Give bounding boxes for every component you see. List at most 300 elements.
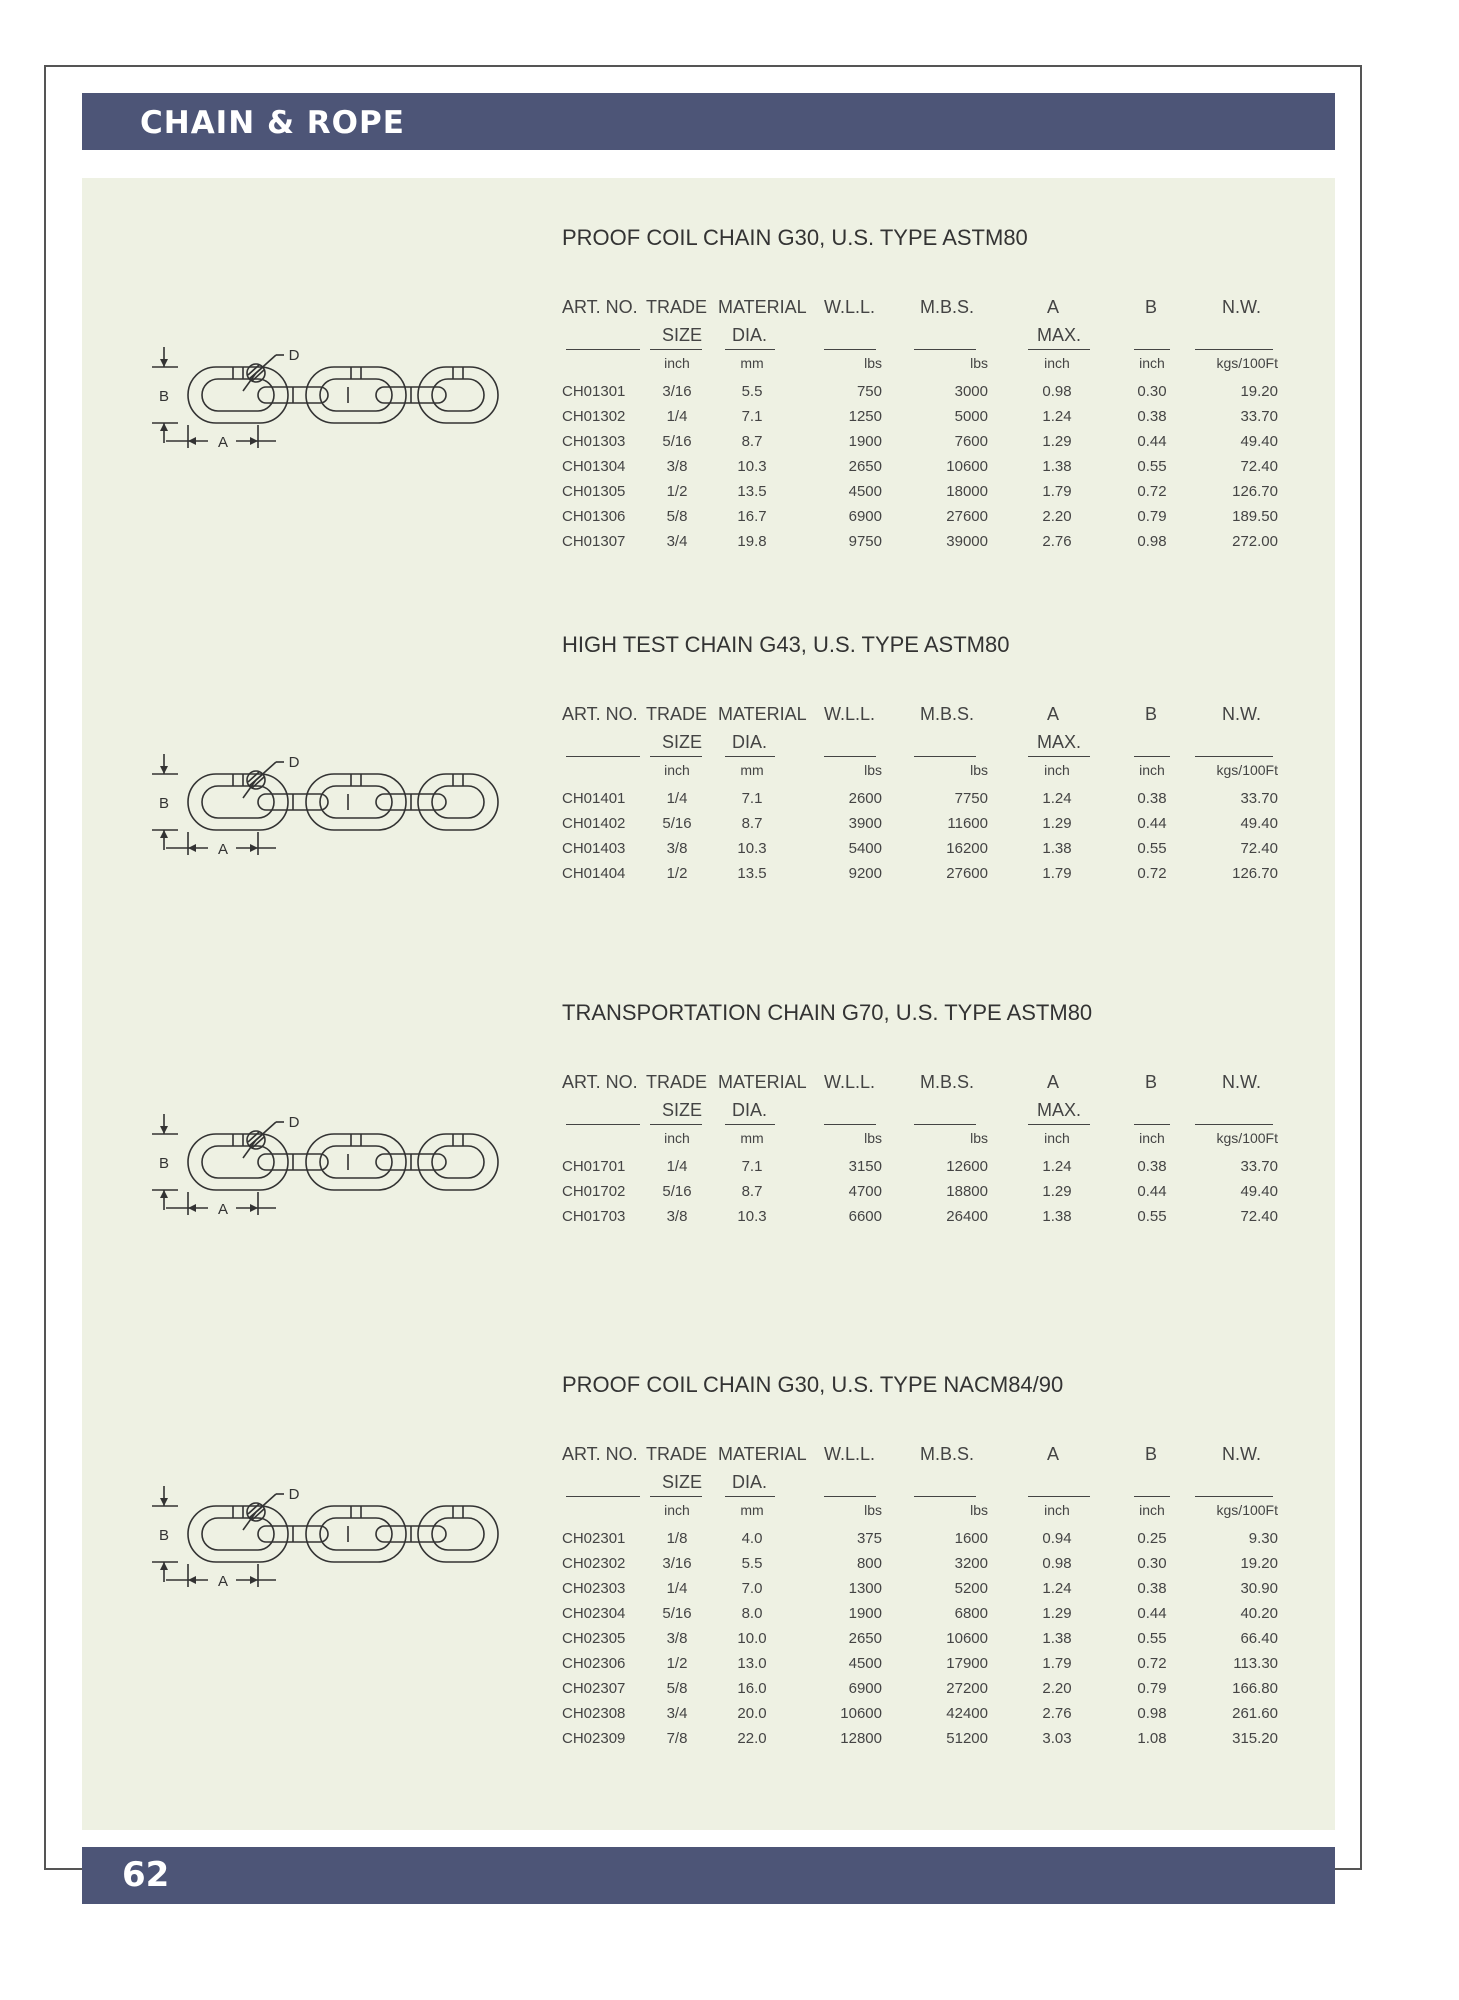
table-cell: 3/4 bbox=[666, 1705, 688, 1722]
table-cell: 5400 bbox=[848, 840, 882, 857]
table-cell: 19.20 bbox=[1240, 1555, 1278, 1572]
unit-cell: inch bbox=[664, 1502, 690, 1518]
diagram-label-a: A bbox=[217, 434, 229, 451]
table-subheader-cell: MAX. bbox=[1037, 732, 1082, 752]
header-underline bbox=[1134, 349, 1170, 350]
table-cell: 9.30 bbox=[1248, 1530, 1278, 1547]
table-cell: 375 bbox=[856, 1530, 882, 1547]
header-underline bbox=[566, 1496, 640, 1497]
table-cell: 0.44 bbox=[1137, 433, 1167, 450]
table-cell: 49.40 bbox=[1240, 433, 1278, 450]
diagram-label-d: D bbox=[288, 754, 300, 771]
table-cell: 7/8 bbox=[666, 1730, 688, 1747]
article-number: CH01303 bbox=[562, 433, 626, 450]
unit-cell: inch bbox=[1044, 1130, 1070, 1146]
table-cell: 0.72 bbox=[1137, 1655, 1167, 1672]
table-cell: 1.38 bbox=[1042, 840, 1072, 857]
table-cell: 1.79 bbox=[1042, 483, 1072, 500]
unit-cell: kgs/100Ft bbox=[1216, 762, 1278, 778]
table-cell: 3900 bbox=[848, 815, 882, 832]
unit-cell: kgs/100Ft bbox=[1216, 1130, 1278, 1146]
table-cell: 5/8 bbox=[666, 508, 688, 525]
article-number: CH02304 bbox=[562, 1605, 626, 1622]
diagram-label-a: A bbox=[217, 1201, 229, 1218]
table-cell: 8.7 bbox=[741, 815, 763, 832]
table-cell: 13.5 bbox=[737, 865, 767, 882]
table-cell: 22.0 bbox=[737, 1730, 767, 1747]
page-number: 62 bbox=[122, 1855, 170, 1895]
header-underline bbox=[725, 756, 775, 757]
header-underline bbox=[1028, 1496, 1090, 1497]
table-cell: 1/8 bbox=[666, 1530, 688, 1547]
table-cell: 17900 bbox=[946, 1655, 988, 1672]
header-underline bbox=[1028, 1124, 1090, 1125]
unit-cell: inch bbox=[1044, 355, 1070, 371]
diagram-label-d: D bbox=[288, 1486, 300, 1503]
table-subheader-cell: DIA. bbox=[732, 732, 768, 752]
table-cell: 3/8 bbox=[666, 1630, 688, 1647]
table-cell: 26400 bbox=[946, 1208, 988, 1225]
section-title: TRANSPORTATION CHAIN G70, U.S. TYPE ASTM80 bbox=[562, 1000, 1093, 1025]
unit-cell: inch bbox=[1139, 762, 1165, 778]
article-number: CH02305 bbox=[562, 1630, 626, 1647]
table-cell: 16.0 bbox=[737, 1680, 767, 1697]
table-cell: 5/16 bbox=[662, 1183, 692, 1200]
unit-cell: lbs bbox=[970, 355, 988, 371]
table-cell: 33.70 bbox=[1240, 790, 1278, 807]
page-title: CHAIN & ROPE bbox=[140, 105, 405, 141]
table-header-cell: MATERIAL bbox=[718, 297, 807, 317]
table-cell: 1/2 bbox=[666, 1655, 688, 1672]
table-cell: 5.5 bbox=[741, 1555, 763, 1572]
table-header-cell: M.B.S. bbox=[920, 704, 975, 724]
unit-cell: lbs bbox=[970, 762, 988, 778]
table-cell: 272.00 bbox=[1232, 533, 1278, 550]
chain-link-diagram bbox=[148, 1472, 508, 1597]
table-cell: 30.90 bbox=[1240, 1580, 1278, 1597]
table-subheader-cell: SIZE bbox=[662, 325, 703, 345]
article-number: CH01304 bbox=[562, 458, 626, 475]
table-header-cell: TRADE bbox=[646, 1072, 708, 1092]
table-cell: 16.7 bbox=[737, 508, 767, 525]
article-number: CH02307 bbox=[562, 1680, 626, 1697]
table-cell: 3/8 bbox=[666, 1208, 688, 1225]
unit-cell: mm bbox=[740, 1502, 764, 1518]
table-cell: 1.79 bbox=[1042, 1655, 1072, 1672]
unit-cell: lbs bbox=[970, 1130, 988, 1146]
table-cell: 3.03 bbox=[1042, 1730, 1072, 1747]
unit-cell: lbs bbox=[970, 1502, 988, 1518]
table-header-cell: B bbox=[1145, 1444, 1158, 1464]
table-cell: 72.40 bbox=[1240, 1208, 1278, 1225]
table-cell: 261.60 bbox=[1232, 1705, 1278, 1722]
header-underline bbox=[914, 1124, 976, 1125]
table-cell: 49.40 bbox=[1240, 1183, 1278, 1200]
article-number: CH02302 bbox=[562, 1555, 626, 1572]
table-cell: 10.3 bbox=[737, 1208, 767, 1225]
table-cell: 3000 bbox=[954, 383, 988, 400]
table-cell: 1900 bbox=[848, 1605, 882, 1622]
table-cell: 10600 bbox=[946, 1630, 988, 1647]
table-cell: 72.40 bbox=[1240, 458, 1278, 475]
table-cell: 12800 bbox=[840, 1730, 882, 1747]
table-header-cell: M.B.S. bbox=[920, 1072, 975, 1092]
table-header-cell: ART. NO. bbox=[562, 1444, 638, 1464]
table-subheader-cell: MAX. bbox=[1037, 325, 1082, 345]
header-underline bbox=[1195, 349, 1273, 350]
unit-cell: kgs/100Ft bbox=[1216, 1502, 1278, 1518]
header-underline bbox=[1134, 1496, 1170, 1497]
table-subheader-cell: DIA. bbox=[732, 1472, 768, 1492]
header-underline bbox=[650, 756, 702, 757]
header-bar bbox=[82, 93, 1335, 150]
table-header-cell: N.W. bbox=[1222, 1444, 1261, 1464]
table-cell: 750 bbox=[856, 383, 882, 400]
article-number: CH01302 bbox=[562, 408, 626, 425]
section-title: PROOF COIL CHAIN G30, U.S. TYPE ASTM80 bbox=[562, 225, 1028, 250]
table-cell: 6600 bbox=[848, 1208, 882, 1225]
article-number: CH01403 bbox=[562, 840, 626, 857]
table-cell: 0.79 bbox=[1137, 1680, 1167, 1697]
unit-cell: inch bbox=[664, 355, 690, 371]
table-cell: 33.70 bbox=[1240, 408, 1278, 425]
table-cell: 0.44 bbox=[1137, 815, 1167, 832]
table-cell: 0.55 bbox=[1137, 1208, 1167, 1225]
table-cell: 6900 bbox=[848, 508, 882, 525]
table-cell: 126.70 bbox=[1232, 483, 1278, 500]
table-cell: 72.40 bbox=[1240, 840, 1278, 857]
table-cell: 5/8 bbox=[666, 1680, 688, 1697]
table-cell: 0.94 bbox=[1042, 1530, 1072, 1547]
table-cell: 800 bbox=[856, 1555, 882, 1572]
header-underline bbox=[824, 1496, 876, 1497]
chain-link-diagram bbox=[148, 740, 508, 865]
table-cell: 7.1 bbox=[741, 1158, 763, 1175]
header-underline bbox=[566, 756, 640, 757]
table-cell: 0.98 bbox=[1137, 1705, 1167, 1722]
table-cell: 11600 bbox=[947, 815, 988, 832]
header-underline bbox=[1195, 756, 1273, 757]
table-cell: 1.38 bbox=[1042, 1208, 1072, 1225]
table-header-cell: W.L.L. bbox=[824, 1072, 876, 1092]
table-cell: 0.55 bbox=[1137, 1630, 1167, 1647]
table-cell: 8.7 bbox=[741, 433, 763, 450]
table-cell: 166.80 bbox=[1232, 1680, 1278, 1697]
article-number: CH01404 bbox=[562, 865, 626, 882]
table-cell: 20.0 bbox=[737, 1705, 767, 1722]
table-cell: 40.20 bbox=[1240, 1605, 1278, 1622]
article-number: CH01306 bbox=[562, 508, 626, 525]
table-cell: 1.79 bbox=[1042, 865, 1072, 882]
table-header-cell: A bbox=[1047, 1444, 1060, 1464]
table-cell: 0.44 bbox=[1137, 1183, 1167, 1200]
table-header-cell: M.B.S. bbox=[920, 297, 975, 317]
table-cell: 4700 bbox=[848, 1183, 882, 1200]
diagram-label-b: B bbox=[158, 1527, 170, 1544]
table-cell: 0.55 bbox=[1137, 458, 1167, 475]
table-cell: 3/4 bbox=[666, 533, 688, 550]
article-number: CH01305 bbox=[562, 483, 626, 500]
table-cell: 8.0 bbox=[741, 1605, 763, 1622]
table-cell: 4500 bbox=[848, 1655, 882, 1672]
table-cell: 3/16 bbox=[662, 1555, 692, 1572]
table-cell: 9750 bbox=[848, 533, 882, 550]
chain-link-diagram bbox=[148, 333, 508, 458]
table-cell: 3/8 bbox=[666, 458, 688, 475]
header-underline bbox=[914, 756, 976, 757]
diagram-label-a: A bbox=[217, 841, 229, 858]
spec-table bbox=[562, 297, 1282, 597]
article-number: CH02309 bbox=[562, 1730, 626, 1747]
table-cell: 5/16 bbox=[662, 815, 692, 832]
table-cell: 5000 bbox=[954, 408, 988, 425]
table-header-cell: B bbox=[1145, 1072, 1158, 1092]
header-underline bbox=[566, 1124, 640, 1125]
table-cell: 4.0 bbox=[741, 1530, 763, 1547]
unit-cell: lbs bbox=[864, 1502, 882, 1518]
table-cell: 0.38 bbox=[1137, 1158, 1167, 1175]
table-cell: 2600 bbox=[848, 790, 882, 807]
table-cell: 1900 bbox=[848, 433, 882, 450]
header-underline bbox=[1028, 349, 1090, 350]
table-cell: 0.98 bbox=[1137, 533, 1167, 550]
table-cell: 27600 bbox=[946, 508, 988, 525]
chain-link-diagram bbox=[148, 1100, 508, 1225]
table-cell: 42400 bbox=[946, 1705, 988, 1722]
table-cell: 0.25 bbox=[1137, 1530, 1167, 1547]
article-number: CH01401 bbox=[562, 790, 626, 807]
table-cell: 33.70 bbox=[1240, 1158, 1278, 1175]
header-underline bbox=[650, 1124, 702, 1125]
unit-cell: lbs bbox=[864, 1130, 882, 1146]
header-underline bbox=[1195, 1124, 1273, 1125]
table-cell: 5200 bbox=[954, 1580, 988, 1597]
article-number: CH01402 bbox=[562, 815, 626, 832]
table-header-cell: W.L.L. bbox=[824, 1444, 876, 1464]
table-cell: 1.24 bbox=[1042, 1158, 1072, 1175]
diagram-label-a: A bbox=[217, 1573, 229, 1590]
diagram-label-b: B bbox=[158, 795, 170, 812]
table-header-cell: B bbox=[1145, 297, 1158, 317]
table-subheader-cell: MAX. bbox=[1037, 1100, 1082, 1120]
table-cell: 1.29 bbox=[1042, 1183, 1072, 1200]
table-cell: 10600 bbox=[840, 1705, 882, 1722]
header-underline bbox=[824, 349, 876, 350]
table-cell: 66.40 bbox=[1240, 1630, 1278, 1647]
article-number: CH01307 bbox=[562, 533, 626, 550]
table-subheader-cell: SIZE bbox=[662, 1472, 703, 1492]
table-cell: 0.55 bbox=[1137, 840, 1167, 857]
article-number: CH02301 bbox=[562, 1530, 626, 1547]
table-cell: 7750 bbox=[954, 790, 988, 807]
table-header-cell: A bbox=[1047, 704, 1060, 724]
header-underline bbox=[1134, 756, 1170, 757]
table-cell: 13.0 bbox=[737, 1655, 767, 1672]
table-cell: 2.20 bbox=[1042, 1680, 1072, 1697]
table-header-cell: ART. NO. bbox=[562, 1072, 638, 1092]
table-cell: 1300 bbox=[848, 1580, 882, 1597]
diagram-label-d: D bbox=[288, 347, 300, 364]
table-cell: 189.50 bbox=[1232, 508, 1278, 525]
table-subheader-cell: SIZE bbox=[662, 1100, 703, 1120]
table-cell: 13.5 bbox=[737, 483, 767, 500]
unit-cell: lbs bbox=[864, 762, 882, 778]
unit-cell: inch bbox=[1044, 1502, 1070, 1518]
table-header-cell: TRADE bbox=[646, 1444, 708, 1464]
header-underline bbox=[914, 1496, 976, 1497]
table-header-cell: A bbox=[1047, 1072, 1060, 1092]
table-cell: 1/4 bbox=[666, 408, 688, 425]
section-title: HIGH TEST CHAIN G43, U.S. TYPE ASTM80 bbox=[562, 632, 1010, 657]
table-cell: 2650 bbox=[848, 458, 882, 475]
table-cell: 2650 bbox=[848, 1630, 882, 1647]
table-header-cell: B bbox=[1145, 704, 1158, 724]
header-underline bbox=[1195, 1496, 1273, 1497]
header-underline bbox=[824, 756, 876, 757]
table-cell: 27600 bbox=[946, 865, 988, 882]
section-title: PROOF COIL CHAIN G30, U.S. TYPE NACM84/90 bbox=[562, 1372, 1064, 1397]
table-cell: 315.20 bbox=[1232, 1730, 1278, 1747]
table-cell: 1600 bbox=[954, 1530, 988, 1547]
table-cell: 12600 bbox=[946, 1158, 988, 1175]
table-cell: 1.29 bbox=[1042, 1605, 1072, 1622]
header-underline bbox=[1134, 1124, 1170, 1125]
table-cell: 1.38 bbox=[1042, 1630, 1072, 1647]
table-cell: 3150 bbox=[848, 1158, 882, 1175]
table-cell: 3/8 bbox=[666, 840, 688, 857]
unit-cell: mm bbox=[740, 355, 764, 371]
header-underline bbox=[824, 1124, 876, 1125]
table-cell: 1.29 bbox=[1042, 815, 1072, 832]
table-cell: 5/16 bbox=[662, 433, 692, 450]
table-cell: 16200 bbox=[946, 840, 988, 857]
table-cell: 8.7 bbox=[741, 1183, 763, 1200]
unit-cell: kgs/100Ft bbox=[1216, 355, 1278, 371]
table-cell: 7.0 bbox=[741, 1580, 763, 1597]
table-cell: 18800 bbox=[946, 1183, 988, 1200]
table-cell: 0.72 bbox=[1137, 865, 1167, 882]
spec-table bbox=[562, 704, 1282, 1004]
article-number: CH01301 bbox=[562, 383, 626, 400]
table-cell: 1/4 bbox=[666, 1580, 688, 1597]
table-cell: 18000 bbox=[946, 483, 988, 500]
table-cell: 1/2 bbox=[666, 483, 688, 500]
table-cell: 1.24 bbox=[1042, 408, 1072, 425]
unit-cell: mm bbox=[740, 762, 764, 778]
table-cell: 2.76 bbox=[1042, 533, 1072, 550]
header-underline bbox=[650, 349, 702, 350]
table-cell: 1.24 bbox=[1042, 1580, 1072, 1597]
table-cell: 5/16 bbox=[662, 1605, 692, 1622]
table-cell: 7.1 bbox=[741, 408, 763, 425]
table-cell: 19.8 bbox=[737, 533, 767, 550]
table-cell: 0.38 bbox=[1137, 790, 1167, 807]
table-cell: 3/16 bbox=[662, 383, 692, 400]
table-subheader-cell: DIA. bbox=[732, 1100, 768, 1120]
table-cell: 10.0 bbox=[737, 1630, 767, 1647]
table-cell: 1.38 bbox=[1042, 458, 1072, 475]
table-header-cell: MATERIAL bbox=[718, 704, 807, 724]
unit-cell: inch bbox=[1139, 1130, 1165, 1146]
table-cell: 7600 bbox=[954, 433, 988, 450]
header-underline bbox=[725, 349, 775, 350]
table-cell: 0.44 bbox=[1137, 1605, 1167, 1622]
header-underline bbox=[725, 1124, 775, 1125]
unit-cell: inch bbox=[1044, 762, 1070, 778]
table-header-cell: W.L.L. bbox=[824, 704, 876, 724]
table-cell: 1250 bbox=[848, 408, 882, 425]
table-cell: 10600 bbox=[946, 458, 988, 475]
table-cell: 6900 bbox=[848, 1680, 882, 1697]
table-cell: 0.72 bbox=[1137, 483, 1167, 500]
article-number: CH01701 bbox=[562, 1158, 626, 1175]
table-cell: 5.5 bbox=[741, 383, 763, 400]
table-cell: 0.38 bbox=[1137, 408, 1167, 425]
table-header-cell: M.B.S. bbox=[920, 1444, 975, 1464]
table-cell: 1/4 bbox=[666, 790, 688, 807]
table-header-cell: A bbox=[1047, 297, 1060, 317]
table-header-cell: TRADE bbox=[646, 297, 708, 317]
diagram-label-d: D bbox=[288, 1114, 300, 1131]
table-cell: 39000 bbox=[946, 533, 988, 550]
article-number: CH01703 bbox=[562, 1208, 626, 1225]
article-number: CH02306 bbox=[562, 1655, 626, 1672]
article-number: CH01702 bbox=[562, 1183, 626, 1200]
table-cell: 49.40 bbox=[1240, 815, 1278, 832]
table-cell: 0.98 bbox=[1042, 383, 1072, 400]
table-header-cell: MATERIAL bbox=[718, 1444, 807, 1464]
table-cell: 2.76 bbox=[1042, 1705, 1072, 1722]
table-cell: 4500 bbox=[848, 483, 882, 500]
table-cell: 7.1 bbox=[741, 790, 763, 807]
table-cell: 126.70 bbox=[1232, 865, 1278, 882]
header-underline bbox=[650, 1496, 702, 1497]
table-cell: 10.3 bbox=[737, 840, 767, 857]
table-header-cell: W.L.L. bbox=[824, 297, 876, 317]
table-cell: 0.30 bbox=[1137, 383, 1167, 400]
table-cell: 0.79 bbox=[1137, 508, 1167, 525]
table-subheader-cell: DIA. bbox=[732, 325, 768, 345]
table-cell: 113.30 bbox=[1233, 1655, 1278, 1672]
table-header-cell: N.W. bbox=[1222, 1072, 1261, 1092]
header-underline bbox=[725, 1496, 775, 1497]
table-header-cell: MATERIAL bbox=[718, 1072, 807, 1092]
table-header-cell: TRADE bbox=[646, 704, 708, 724]
table-cell: 19.20 bbox=[1240, 383, 1278, 400]
table-header-cell: ART. NO. bbox=[562, 704, 638, 724]
spec-table bbox=[562, 1444, 1282, 1747]
diagram-label-b: B bbox=[158, 1155, 170, 1172]
table-cell: 51200 bbox=[946, 1730, 988, 1747]
table-cell: 0.30 bbox=[1137, 1555, 1167, 1572]
table-cell: 1/2 bbox=[666, 865, 688, 882]
table-cell: 1.08 bbox=[1137, 1730, 1167, 1747]
unit-cell: inch bbox=[664, 762, 690, 778]
article-number: CH02308 bbox=[562, 1705, 626, 1722]
header-underline bbox=[566, 349, 640, 350]
table-cell: 0.38 bbox=[1137, 1580, 1167, 1597]
table-cell: 1/4 bbox=[666, 1158, 688, 1175]
table-subheader-cell: SIZE bbox=[662, 732, 703, 752]
table-header-cell: N.W. bbox=[1222, 297, 1261, 317]
table-cell: 0.98 bbox=[1042, 1555, 1072, 1572]
footer-bar bbox=[82, 1847, 1335, 1904]
table-header-cell: N.W. bbox=[1222, 704, 1261, 724]
unit-cell: lbs bbox=[864, 355, 882, 371]
table-header-cell: ART. NO. bbox=[562, 297, 638, 317]
table-cell: 2.20 bbox=[1042, 508, 1072, 525]
diagram-label-b: B bbox=[158, 388, 170, 405]
